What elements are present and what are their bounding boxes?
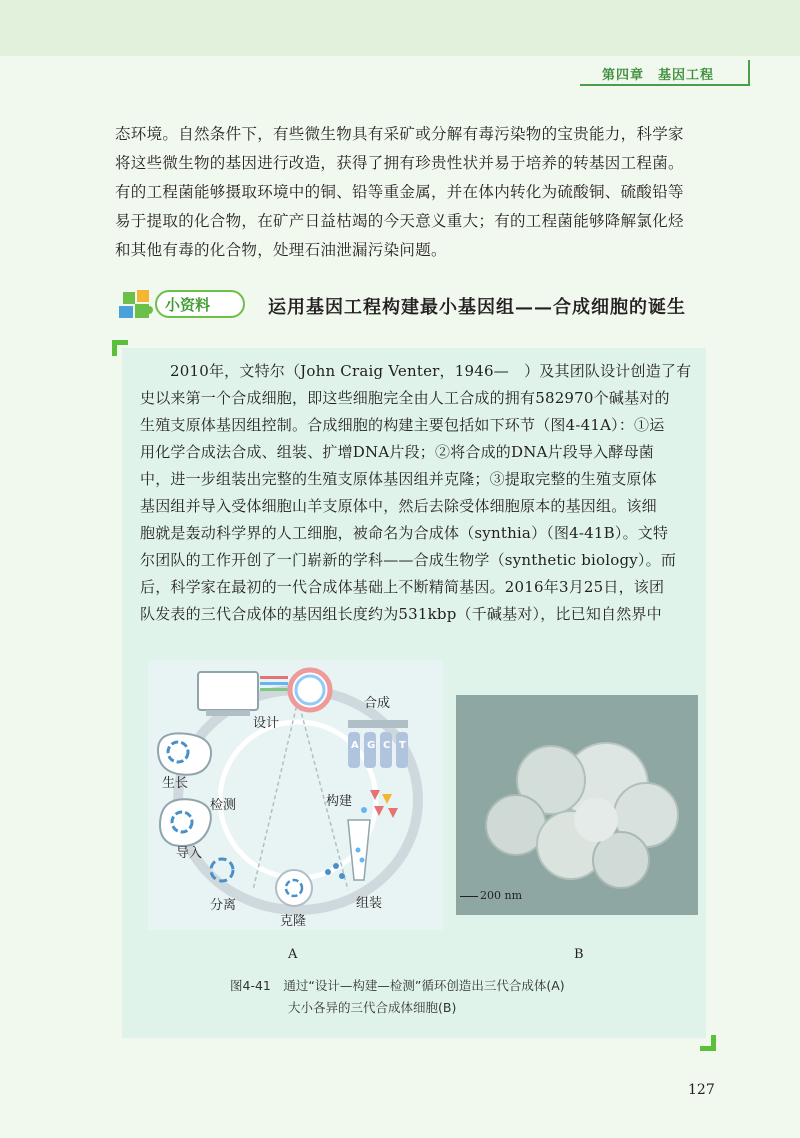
panel-label-a: A xyxy=(288,947,298,962)
label-synthesis: 合成 xyxy=(364,696,391,711)
paragraph-line: 有的工程菌能够摄取环境中的铜、铅等重金属，并在体内转化为硫酸铜、硫酸铅等 xyxy=(115,183,684,201)
body-paragraph xyxy=(115,120,725,265)
corner-mark-bottom-right-v xyxy=(711,1035,716,1051)
info-text xyxy=(140,358,696,628)
label-grow: 生长 xyxy=(162,776,189,791)
base-a: A xyxy=(351,740,359,751)
paragraph-line: 将这些微生物的基因进行改造，获得了拥有珍贵性状并易于培养的转基因工程菌。 xyxy=(115,154,684,172)
label-build: 构建 xyxy=(326,794,353,809)
header-band xyxy=(0,0,800,56)
base-c: C xyxy=(383,740,391,751)
panel-label-b: B xyxy=(574,947,584,962)
info-badge-text: 小资料 xyxy=(165,296,211,314)
info-line: 尔团队的工作开创了一门崭新的学科——合成生物学（synthetic biology）。而 xyxy=(140,551,677,569)
figure-a-cycle xyxy=(148,660,443,930)
label-separate: 分离 xyxy=(210,898,237,913)
info-line: 基因组并导入受体细胞山羊支原体中，然后去除受体细胞原本的基因组。该细 xyxy=(140,497,657,515)
info-line: 用化学合成法合成、组装、扩增DNA片段；②将合成的DNA片段导入酵母菌 xyxy=(140,443,654,461)
scale-bar-line xyxy=(460,896,478,897)
caption-line-1: 图4-41 通过“设计—构建—检测”循环创造出三代合成体(A) xyxy=(230,978,565,993)
corner-mark-top-left-v xyxy=(112,340,117,356)
info-line: 后，科学家在最初的一代合成体基础上不断精简基因。2016年3月25日，该团 xyxy=(140,578,665,596)
page-number: 127 xyxy=(688,1082,715,1098)
label-import: 导入 xyxy=(176,846,203,861)
figure-caption xyxy=(230,975,650,1019)
scale-bar-label: 200 nm xyxy=(480,889,523,902)
info-line: 史以来第一个合成细胞，即这些细胞完全由人工合成的拥有582970个碱基对的 xyxy=(140,389,670,407)
base-g: G xyxy=(367,740,376,751)
label-design: 设计 xyxy=(253,716,280,731)
synthia-cells-image xyxy=(456,695,698,915)
info-line: 中，进一步组装出完整的生殖支原体基因组并克隆；③提取完整的生殖支原体 xyxy=(140,470,657,488)
info-line: 胞就是轰动科学界的人工细胞，被命名为合成体（synthia）（图4-41B）。文特 xyxy=(140,524,669,542)
info-line: 2010年，文特尔（John Craig Venter，1946— ）及其团队设计创造了有 xyxy=(170,362,692,380)
info-line: 队发表的三代合成体的基因组长度约为531kbp（千碱基对），比已知自然界中 xyxy=(140,605,662,623)
paragraph-line: 易于提取的化合物，在矿产日益枯竭的今天意义重大；有的工程菌能够降解氯化烃 xyxy=(115,212,684,230)
chapter-tick xyxy=(748,60,750,86)
chapter-label: 第四章 基因工程 xyxy=(601,68,714,83)
label-detect: 检测 xyxy=(210,798,237,813)
chapter-rule xyxy=(580,84,750,86)
paragraph-line: 和其他有毒的化合物，处理石油泄漏污染问题。 xyxy=(115,241,447,259)
info-line: 生殖支原体基因组控制。合成细胞的构建主要包括如下环节（图4-41A）：①运 xyxy=(140,416,665,434)
caption-line-2: 大小各异的三代合成体细胞(B) xyxy=(288,1000,457,1015)
info-title: 运用基因工程构建最小基因组——合成细胞的诞生 xyxy=(268,297,686,318)
base-t: T xyxy=(399,740,406,751)
paragraph-line: 态环境。自然条件下，有些微生物具有采矿或分解有毒污染物的宝贵能力，科学家 xyxy=(115,125,684,143)
label-clone: 克隆 xyxy=(280,914,307,929)
label-assemble: 组装 xyxy=(356,896,383,911)
cycle-diagram xyxy=(148,660,443,930)
figure-b-micrograph xyxy=(456,695,698,915)
